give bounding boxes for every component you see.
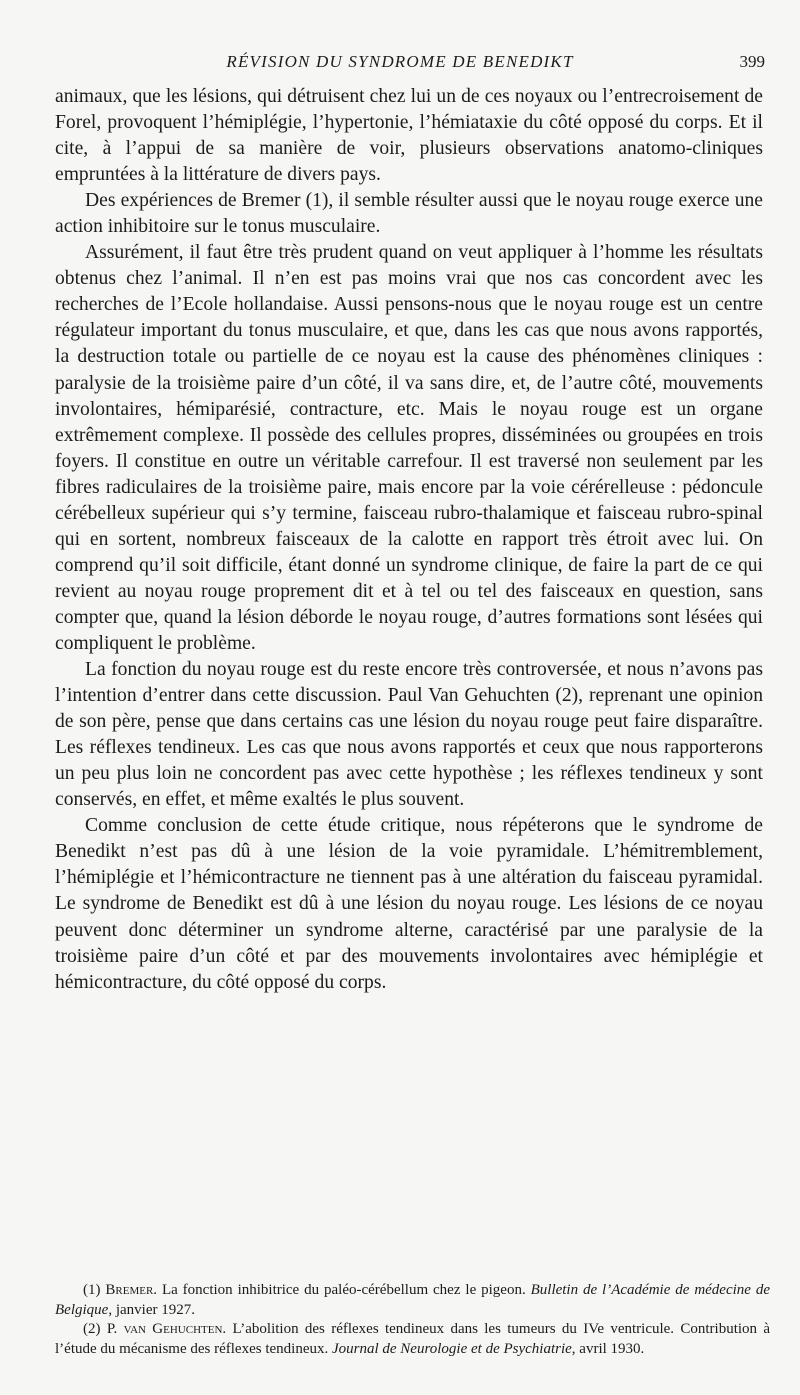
paragraph: animaux, que les lésions, qui détruisent chez lui un de ces noyaux ou l’entrecroisement de Forel, provoquent l’hémiplégie, l’hypertonie, l’hémiataxie du côté opposé du corps. Et il cite, à l’appui de sa manière de voir, plusieurs observations anatomo-cliniques empruntées à la littérature de divers pays. xyxy=(55,86,763,186)
footnote-date: , janvier 1927. xyxy=(108,1301,195,1318)
footnote-source: Journal de Neurologie et de Psychiatrie xyxy=(331,1340,572,1357)
body-text xyxy=(55,84,763,996)
footnote-text: L’abolition des réflexes tendineux dans les tumeurs du IVe ventricule. Contribution à l’étude du mécanisme des réflexes tendineux. xyxy=(55,1321,771,1357)
running-head xyxy=(0,52,800,78)
footnote xyxy=(55,1281,770,1320)
footnote-marker: (1) xyxy=(83,1282,101,1298)
footnote-author: P. van Gehuchten. xyxy=(106,1321,227,1337)
footnote-source: Bulletin de l’Académie de médecine de Belgique xyxy=(55,1282,771,1318)
paragraph: La fonction du noyau rouge est du reste encore très controversée, et nous n’avons pas l’intention d’entrer dans cette discussion. Paul Van Gehuchten (2), reprenant une opinion de son père, pense que dans certains cas une lésion du noyau rouge peut faire disparaître. Les réflexes tendineux. Les cas que nous avons rapportés et ceux que nous rapporterons un peu plus loin ne concordent pas avec cette hypothèse ; les réflexes tendineux y sont conservés, en effet, et même exaltés le plus souvent. xyxy=(55,659,763,811)
footnote-date: , avril 1930. xyxy=(571,1340,645,1357)
paragraph: Comme conclusion de cette étude critique, nous répéterons que le syndrome de Benedikt n’est pas dû à une lésion de la voie pyramidale. L’hémitremblement, l’hémiplégie et l’hémicontracture ne tiennent pas à une altération du faisceau pyramidal. Le syndrome de Benedikt est dû à une lésion du noyau rouge. Les lésions de ce noyau peuvent donc déterminer un syndrome alterne, caractérisé par une paralysie de la troisième paire d’un côté et par des mouvements involontaires avec hémiplégie et hémicontracture, du côté opposé du corps. xyxy=(55,815,763,993)
page-number: 399 xyxy=(739,52,765,71)
footnote-text: La fonction inhibitrice du paléo-cérébellum chez le pigeon. xyxy=(157,1282,531,1298)
paragraph: Assurément, il faut être très prudent quand on veut appliquer à l’homme les résultats obtenus chez l’animal. Il n’en est pas moins vrai que nos cas concordent avec les recherches de l’Ecole hollandaise. Aussi pensons-nous que le noyau rouge est un centre régulateur important du tonus musculaire, et que, dans les cas que nous avons rapportés, la destruction totale ou partielle de ce noyau est la cause des phénomènes cliniques : paralysie de la troisième paire d’un côté, il va sans dire, et, de l’autre côté, mouvements involontaires, hémiparésié, contracture, etc. Mais le noyau rouge est un organe extrêmement complexe. Il possède des cellules propres, disséminées ou groupées en trois foyers. Il constitue en outre un véritable carrefour. Il est traversé non seulement par les fibres radiculaires de la troisième paire, mais encore par la voie cérérelleuse : pédoncule cérébelleux supérieur qui s’y termine, faisceau rubro-thalamique et faisceau rubro-spinal qui en sortent, nombreux faisceaux de la calotte en rapport très étroit avec lui. On comprend qu’il soit difficile, étant donné un syndrome clinique, de faire la part de ce qui revient au noyau rouge proprement dit et à tel ou tel des faisceaux en question, sans compter que, quand la lésion déborde le noyau rouge, d’autres formations sont lésées qui compliquent le problème. xyxy=(55,242,763,654)
footnote xyxy=(55,1320,770,1359)
footnote-marker: (2) xyxy=(83,1321,101,1337)
running-title: RÉVISION DU SYNDROME DE BENEDIKT xyxy=(226,52,574,71)
paragraph: Des expériences de Bremer (1), il semble résulter aussi que le noyau rouge exerce une action inhibitoire sur le tonus musculaire. xyxy=(55,190,763,238)
footnote-author: Bremer. xyxy=(105,1282,158,1298)
footnotes xyxy=(55,1281,770,1359)
